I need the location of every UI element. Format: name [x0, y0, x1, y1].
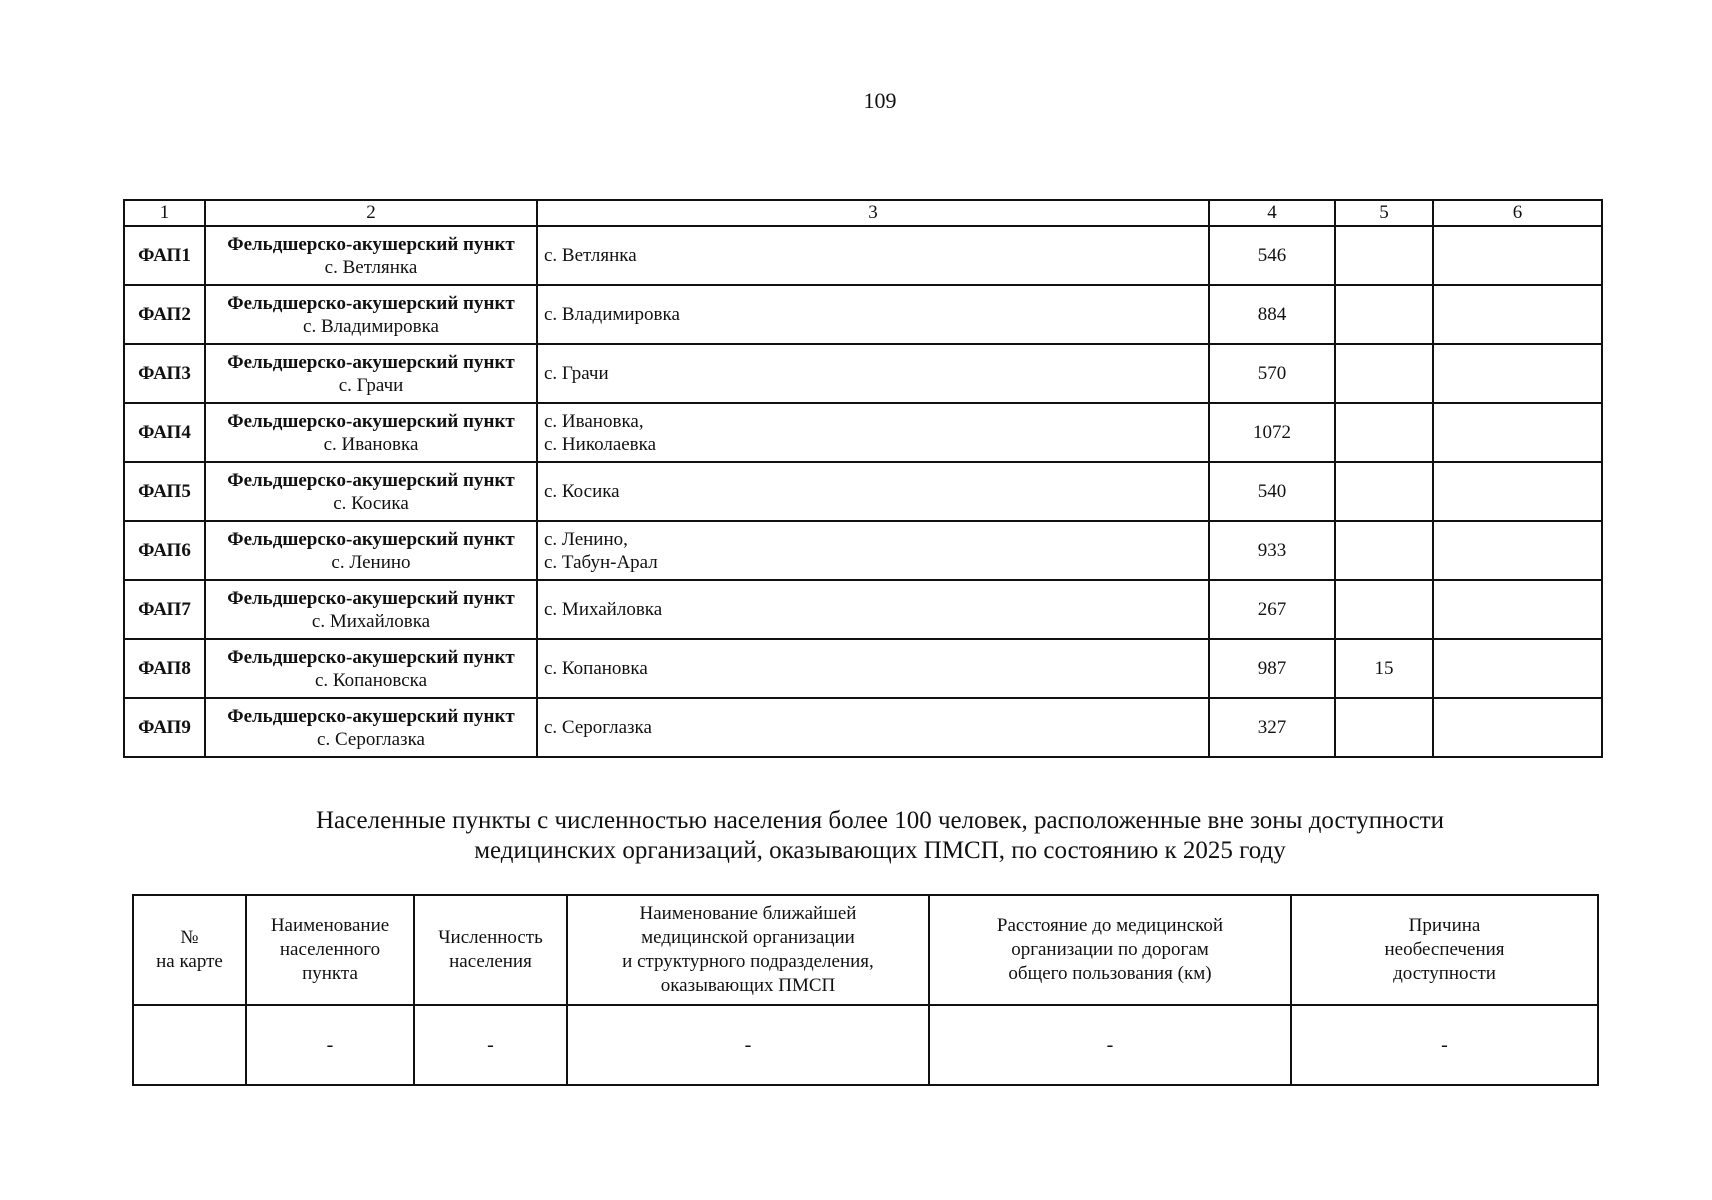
population: 570	[1209, 344, 1335, 403]
facility-village: с. Копановска	[314, 669, 428, 691]
header-line: Наименование ближайшей	[639, 903, 857, 924]
column-number-2: 2	[205, 200, 537, 226]
table-row	[124, 580, 1602, 639]
population: 884	[1209, 285, 1335, 344]
facility-type: Фельдшерско-акушерский пункт	[227, 528, 515, 550]
table-row	[124, 462, 1602, 521]
outside-zone-table	[132, 894, 1599, 1086]
served-location: с. Сероглазка	[544, 717, 652, 738]
table-row	[124, 226, 1602, 285]
facility-name	[205, 580, 537, 639]
facility-name	[205, 344, 537, 403]
facility-name	[205, 403, 537, 462]
fap-code: ФАП5	[124, 462, 205, 521]
facility-village: с. Сероглазка	[317, 728, 425, 750]
cell-4: -	[567, 1005, 929, 1085]
table-row	[124, 698, 1602, 757]
fap-code: ФАП9	[124, 698, 205, 757]
served-locations	[537, 639, 1209, 698]
facility-name	[205, 226, 537, 285]
facility-type: Фельдшерско-акушерский пункт	[227, 292, 515, 314]
fap-code: ФАП7	[124, 580, 205, 639]
section-title	[200, 806, 1560, 866]
served-locations	[537, 580, 1209, 639]
facility-type: Фельдшерско-акушерский пункт	[227, 646, 515, 668]
facility-village: с. Владимировка	[303, 315, 439, 337]
header-line: медицинской организации	[641, 927, 855, 948]
table-row	[124, 639, 1602, 698]
fap-code: ФАП8	[124, 639, 205, 698]
column-6-value	[1433, 226, 1602, 285]
served-locations	[537, 403, 1209, 462]
facility-name	[205, 639, 537, 698]
fap-table-header-row	[124, 200, 1602, 226]
header-cell-3	[414, 895, 567, 1005]
header-line: общего пользования (км)	[1008, 963, 1212, 984]
column-number-1: 1	[124, 200, 205, 226]
facility-village: с. Михайловка	[311, 610, 431, 632]
table-row	[124, 285, 1602, 344]
header-line: необеспечения	[1384, 939, 1505, 960]
header-line: населенного	[279, 939, 381, 960]
facility-village: с. Ветлянка	[324, 256, 418, 278]
header-line: оказывающих ПМСП	[660, 975, 836, 996]
served-locations	[537, 698, 1209, 757]
column-5-value	[1335, 580, 1433, 639]
cell-3: -	[414, 1005, 567, 1085]
fap-table-body	[124, 226, 1602, 757]
column-6-value	[1433, 344, 1602, 403]
section-title-line-2: медицинских организаций, оказывающих ПМСП, по состоянию к 2025 году	[474, 837, 1286, 864]
fap-code: ФАП1	[124, 226, 205, 285]
served-location: с. Михайловка	[544, 599, 663, 620]
page-number: 109	[863, 88, 897, 113]
facility-village: с. Косика	[333, 492, 409, 514]
served-location: с. Грачи	[544, 363, 609, 384]
column-5-value	[1335, 698, 1433, 757]
column-6-value	[1433, 521, 1602, 580]
facility-type: Фельдшерско-акушерский пункт	[227, 233, 515, 255]
header-cell-6	[1291, 895, 1598, 1005]
column-6-value	[1433, 580, 1602, 639]
column-5-value	[1335, 226, 1433, 285]
table-row	[124, 403, 1602, 462]
facility-village: с. Ленино	[331, 551, 411, 573]
population: 327	[1209, 698, 1335, 757]
table-row	[124, 521, 1602, 580]
column-5-value	[1335, 285, 1433, 344]
cell-6: -	[1291, 1005, 1598, 1085]
header-cell-1	[133, 895, 246, 1005]
served-location: с. Табун-Арал	[544, 551, 658, 573]
header-line: населения	[449, 951, 532, 972]
header-line: доступности	[1393, 963, 1496, 984]
outside-zone-table-header-row	[133, 895, 1598, 1005]
facility-name	[205, 462, 537, 521]
column-number-3: 3	[537, 200, 1209, 226]
header-line: Причина	[1408, 915, 1481, 936]
fap-code: ФАП4	[124, 403, 205, 462]
facility-type: Фельдшерско-акушерский пункт	[227, 587, 515, 609]
header-cell-5	[929, 895, 1291, 1005]
column-6-value	[1433, 403, 1602, 462]
population: 933	[1209, 521, 1335, 580]
table-row	[133, 1005, 1598, 1085]
header-line: Наименование	[270, 915, 390, 936]
column-6-value	[1433, 462, 1602, 521]
facility-village: с. Ивановка	[323, 433, 419, 455]
served-locations	[537, 285, 1209, 344]
facility-type: Фельдшерско-акушерский пункт	[227, 705, 515, 727]
population: 540	[1209, 462, 1335, 521]
facility-type: Фельдшерско-акушерский пункт	[227, 351, 515, 373]
fap-code: ФАП6	[124, 521, 205, 580]
served-locations	[537, 226, 1209, 285]
fap-code: ФАП3	[124, 344, 205, 403]
column-5-value	[1335, 521, 1433, 580]
header-line: пункта	[302, 963, 358, 984]
facility-village: с. Грачи	[338, 374, 404, 396]
served-location: с. Копановка	[544, 658, 648, 679]
column-number-4: 4	[1209, 200, 1335, 226]
served-locations	[537, 521, 1209, 580]
served-location: с. Ветлянка	[544, 245, 637, 266]
column-6-value	[1433, 639, 1602, 698]
served-location: с. Николаевка	[544, 433, 657, 455]
header-cell-4	[567, 895, 929, 1005]
population: 267	[1209, 580, 1335, 639]
header-line: №	[180, 927, 199, 948]
header-line: организации по дорогам	[1011, 939, 1209, 960]
served-location: с. Ивановка,	[544, 410, 644, 432]
column-5-value: 15	[1335, 639, 1433, 698]
header-cell-2	[246, 895, 414, 1005]
facility-name	[205, 285, 537, 344]
header-line: Расстояние до медицинской	[996, 915, 1224, 936]
fap-table	[123, 199, 1603, 758]
facility-name	[205, 698, 537, 757]
column-5-value	[1335, 403, 1433, 462]
cell-2: -	[246, 1005, 414, 1085]
served-location: с. Косика	[544, 481, 620, 502]
served-location: с. Ленино,	[544, 528, 628, 550]
column-6-value	[1433, 698, 1602, 757]
facility-name	[205, 521, 537, 580]
section-title-line-1: Населенные пункты с численностью населения более 100 человек, расположенные вне зоны доступности	[315, 807, 1445, 834]
population: 1072	[1209, 403, 1335, 462]
served-locations	[537, 344, 1209, 403]
table-row	[124, 344, 1602, 403]
population: 987	[1209, 639, 1335, 698]
column-number-6: 6	[1433, 200, 1602, 226]
column-5-value	[1335, 344, 1433, 403]
cell-1	[133, 1005, 246, 1085]
header-line: и структурного подразделения,	[622, 951, 874, 972]
population: 546	[1209, 226, 1335, 285]
header-line: Численность	[438, 927, 543, 948]
facility-type: Фельдшерско-акушерский пункт	[227, 469, 515, 491]
header-line: на карте	[156, 951, 223, 972]
column-number-5: 5	[1335, 200, 1433, 226]
facility-type: Фельдшерско-акушерский пункт	[227, 410, 515, 432]
column-6-value	[1433, 285, 1602, 344]
column-5-value	[1335, 462, 1433, 521]
fap-code: ФАП2	[124, 285, 205, 344]
served-location: с. Владимировка	[544, 304, 680, 325]
cell-5: -	[929, 1005, 1291, 1085]
served-locations	[537, 462, 1209, 521]
